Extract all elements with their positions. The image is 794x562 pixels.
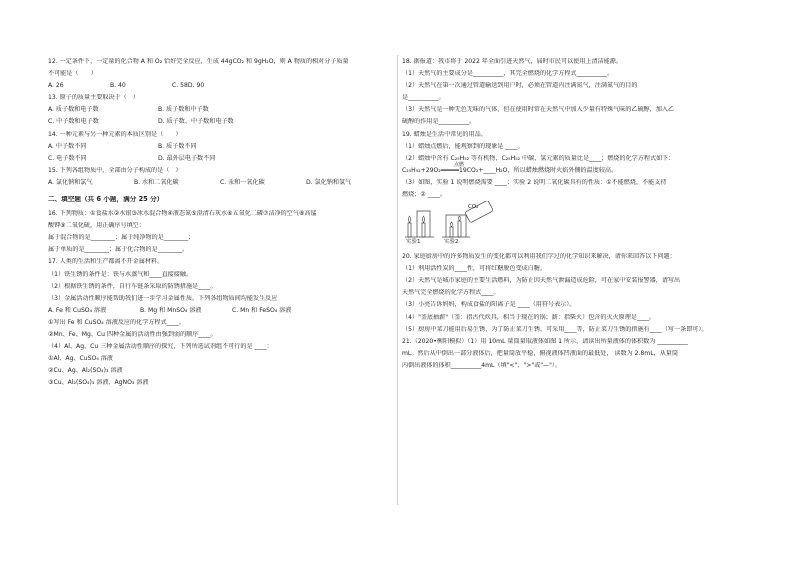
experiment-1-caption: 实验1 <box>406 239 421 246</box>
q17-part-3: （3）金属活动性顺序能帮助我们进一步学习金属性质。下列各组物质间均能发生反应 <box>48 294 278 302</box>
experiment-2-caption: 实验2 <box>444 239 459 246</box>
q16-blank-2: 属于单质的是________；属于化合物的是________。 <box>48 246 189 254</box>
q20-stem: 20. 家庭厨房中的许多物质发生的变化都可以利用我们学过的化学知识来解决，请你来回答以下问题： <box>402 253 676 261</box>
q12-options <box>48 82 392 89</box>
q13-option-c: C. 中子数和电子数 <box>48 118 99 126</box>
q19-equation <box>402 161 752 174</box>
q20-part-2: （2）天然气是城市家庭的主要生活燃料，为防止因天然气泄漏造成危险，可在家中安装报警器，请写出 <box>402 277 681 285</box>
q17-part-4-option-3: ③Cu、Al₂(SO₄)₃ 溶液、AgNO₃ 溶液 <box>48 379 149 387</box>
q16-stem-cont: 酸钾⑨二氧化硫，用正确序号填空： <box>48 222 145 230</box>
left-column <box>48 58 392 391</box>
q19-part-1: （1）蜡烛点燃后，能观察到的现象是 ____。 <box>402 142 524 150</box>
q19-stem: 19. 蜡烛是生活中常见的用品。 <box>402 130 487 138</box>
q19-part-2: （2）蜡烛中含有 C₂₅H₅₂ 等有机物，C₂₅H₅₂ 中碳、氢元素的质量比是____；燃烧的化学方程式如下： <box>402 154 675 162</box>
q17-part-4-option-2: ②Cu、Ag、Al₂(SO₄)₃ 溶液 <box>48 367 123 375</box>
q15-option-b: B. 水和二氧化碳 <box>134 178 179 186</box>
q16-blank-1: 属于混合物的是________；属于纯净物的是________； <box>48 234 195 242</box>
q17-part-1: （1）铁生锈的条件是：铁与水蒸气和____直接接触。 <box>48 270 193 278</box>
q21-stem-cont-2: 内倒出液体的体积__________4mL（填"<"、">"或"—"）。 <box>402 361 562 369</box>
q17-option-b: B. Mg 和 MnSO₄ 溶液 <box>140 306 202 314</box>
q13-option-a: A. 质子数和电子数 <box>48 106 99 114</box>
q17-option-a: A. Fe 和 CuSO₄ 溶液 <box>48 306 107 314</box>
column-divider <box>397 55 398 505</box>
q12-option-b: B. 40 <box>110 82 126 90</box>
q17-part-4-option-1: ①Al、Ag、CuSO₄ 溶液 <box>48 355 113 363</box>
q16-stem: 16. 下列物质：①食盐水②水银③冰水混合物④液态氮⑤澄清石灰水⑥五氧化二磷⑦洁净的空气⑧高锰 <box>48 210 317 218</box>
q17-part-3-ii: ②Mn、Fe、Mg、Cu 四种金属的活动性由强到弱的顺序____。 <box>48 330 217 338</box>
q19-equation-text: C₂₅H₅₂+29O₂═════19CO₂+____H₂O，所以蜡烛燃烧时火焰外侧的温度较高。 <box>402 166 618 174</box>
q12-option-cd: C. 58D. 90 <box>172 82 205 90</box>
q14-option-c: C. 电子数不同 <box>48 154 87 162</box>
q20-part-2-cont: 天然气完全燃烧的化学方程式____。 <box>402 289 500 297</box>
q15-stem: 15. 下列各组物质中，全部由分子构成的是（ ） <box>48 166 182 174</box>
q17-part-2: （2）根据铁生锈的条件，自行车链条采取的防锈措施是____。 <box>48 282 217 290</box>
q13-options-row2 <box>48 118 392 125</box>
q12-option-a: A. 26 <box>48 82 64 90</box>
q20-part-5: （5）厨房中菜刀能用后易生锈，为了防止菜刀生锈，可采用____等，防止菜刀生锈的措施有____（写一条即可）。 <box>402 325 708 333</box>
q21-stem-cont-1: mL。然后从中倒出一部分液体后，把量筒放平稳，俯视液体凹液面的最低处， 读数为 2.8mL，从量筒 <box>402 349 678 357</box>
section-2-title: 二、填空题（共 6 小题，满分 25 分） <box>48 196 164 204</box>
q13-stem: 13. 原子的质量主要取决于（ ） <box>48 94 139 102</box>
q13-option-d: D. 质子数、中子数和电子数 <box>158 118 234 126</box>
q19-part-3-cont: 燃烧；② ____。 <box>402 191 446 199</box>
q15-option-d: D. 氯化钠和氢气 <box>306 178 352 186</box>
q18-part-1: （1）天然气的主要成分是__________，其完全燃烧的化学方程式__________。 <box>402 70 614 78</box>
co2-bottle-label: CO₂ <box>468 204 479 211</box>
candle-experiment-drawing <box>404 201 514 241</box>
q18-part-2: （2）天然气在第一次通过管道输送到用户时，必须在管道内注满氮气，注满氮气的目的 <box>402 82 638 90</box>
q19-part-3: （3）如图，实验 1 说明燃烧需要 ____；实验 2 说明二氧化碳具有的性质：①不能燃烧，不能支持 <box>402 178 667 186</box>
q17-part-3-options <box>48 307 392 314</box>
q14-option-b: B. 质子数不同 <box>158 142 197 150</box>
q17-part-4: （4）Al、Ag、Cu 三种金属活动性顺序的探究，下列所选试剂组不可行的是 ____： <box>48 343 273 351</box>
q18-part-3: （3）天然气是一种无色无味的气体，但在使用时常在天然气中加入少量有特殊气味的乙硫醇，加入乙 <box>402 106 675 114</box>
q14-option-d: D. 最外层电子数不同 <box>158 154 216 162</box>
q19-equation-condition: 点燃 <box>454 161 465 168</box>
q20-part-4: （4）"釜底抽薪"（釜：指古代炊具，相当于现在的锅；薪：指柴火）包含的灭火原理是____。 <box>402 313 656 321</box>
q15-option-c: C. 汞和一氧化碳 <box>220 178 265 186</box>
q12-stem-cont: 不可能是（ ） <box>48 70 97 78</box>
q14-stem: 14. 一种元素与另一种元素的本质区别是（ ） <box>48 130 182 138</box>
q15-options <box>48 179 392 186</box>
q14-options-row1 <box>48 143 392 150</box>
q21-stem: 21.（2020•衡阳模拟）（1）用 10mL 量筒量取液体如图 1 所示，请读出所量液体的体积数为 __________ <box>402 337 688 345</box>
q18-stem: 18. 据报道：我市将于 2022 年全面引进天然气，届时市民可以使用上清洁能源。 <box>402 58 622 65</box>
q14-options-row2 <box>48 155 392 162</box>
q15-option-a: A. 氯化钠和氯气 <box>48 178 93 186</box>
q13-options-row1 <box>48 106 392 113</box>
q12-stem: 12. 一定条件下，一定量的化合物 A 和 O₂ 恰好完全反应，生成 44gCO₂ 和 9gH₂O，则 A 物质的相对分子质量 <box>48 58 349 65</box>
right-column <box>402 58 752 374</box>
q17-part-3-i: ①写出 Fe 和 CuSO₄ 溶液反应的化学方程式____。 <box>48 318 185 326</box>
q13-option-b: B. 质子数和中子数 <box>158 106 209 114</box>
q18-part-2-cont: 是__________。 <box>402 94 445 102</box>
q17-stem: 17. 人类的生活和生产都离不开金属材料。 <box>48 258 164 266</box>
q20-part-3: （3）小亮告诉妈妈，构成食盐的阳离子是 ____（用符号表示）。 <box>402 301 576 309</box>
q17-option-c: C. Mn 和 FeSO₄ 溶液 <box>232 306 292 314</box>
q14-option-a: A. 中子数不同 <box>48 142 87 150</box>
q18-part-3-cont: 硫醇的作用是__________。 <box>402 118 476 126</box>
q20-part-1: （1）利用活性炭的____性，可将红糖脱色变成白糖。 <box>402 265 547 273</box>
candle-experiment-figure <box>404 201 514 247</box>
